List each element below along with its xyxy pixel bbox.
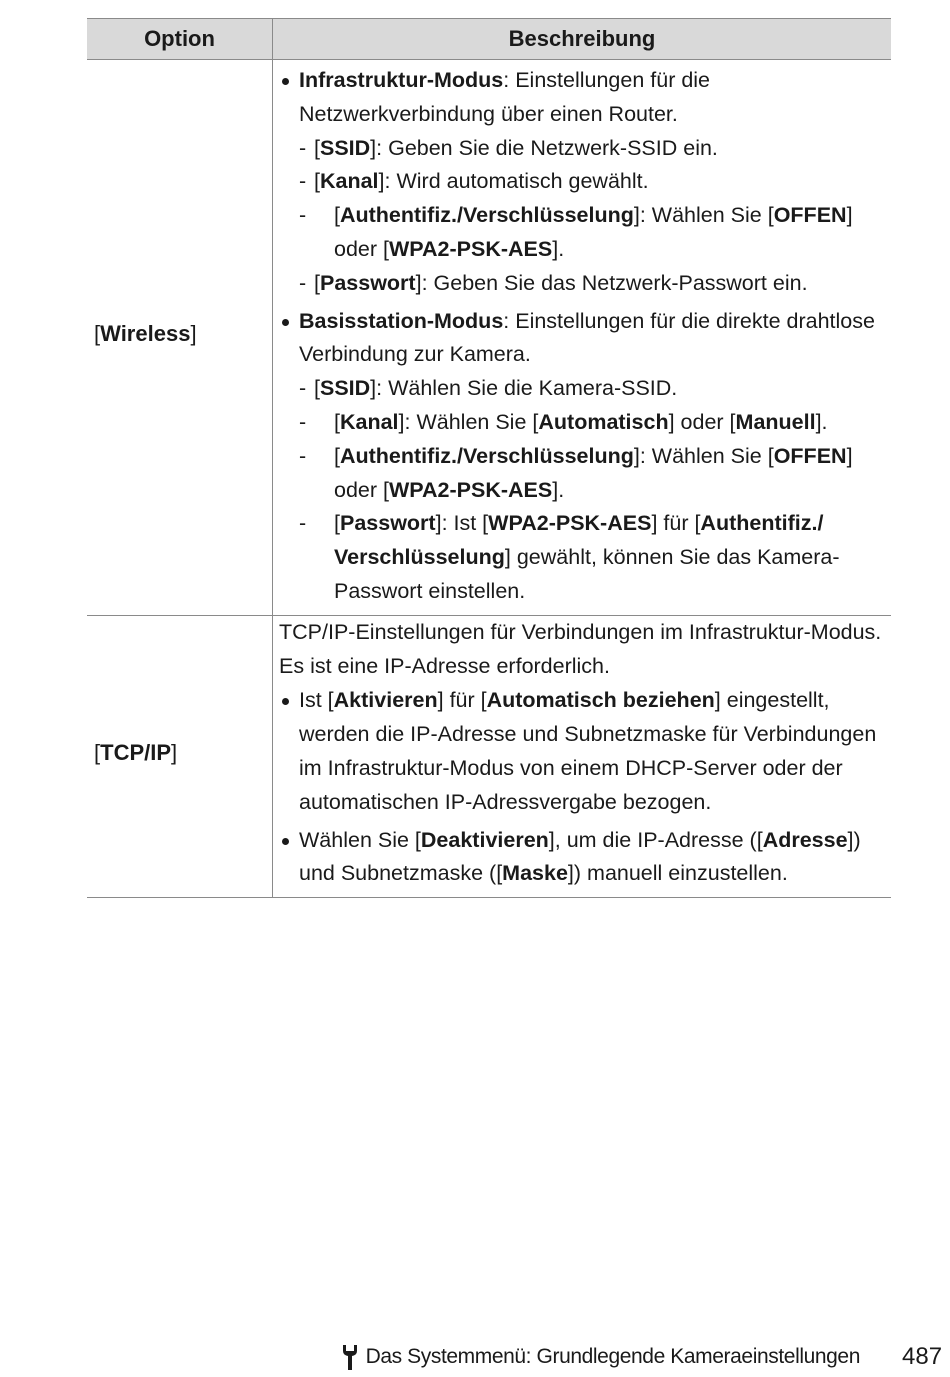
bold-term: Passwort xyxy=(339,511,436,536)
text-segment: ]. xyxy=(552,236,565,261)
text-segment: ] für [ xyxy=(651,511,701,536)
dash-marker: - xyxy=(299,203,307,228)
text-segment: ] eingestellt, werden die IP-Adresse und Subnetzmaske für Verbindungen im Infrastruktur-Modus von einem DHCP-Server oder der automatischen IP-Adressvergabe bezogen. xyxy=(299,688,877,814)
bold-term: Kanal xyxy=(319,169,379,194)
dash-marker: - xyxy=(299,135,307,160)
sub-item-base-kanal xyxy=(299,406,885,440)
text-segment: ] oder [ xyxy=(668,409,736,434)
bold-term: SSID xyxy=(319,135,371,160)
table-row xyxy=(87,615,891,897)
bold-term: Adresse xyxy=(762,827,848,852)
text-segment: ]. xyxy=(815,409,828,434)
page-footer xyxy=(340,1341,860,1373)
bold-term: Manuell xyxy=(735,409,816,434)
wrench-icon xyxy=(340,1343,360,1371)
dash-marker: - xyxy=(299,270,307,295)
bullet-infrastructure-mode: Infrastruktur-Modus: Einstellungen für die Netzwerkverbindung über einen Router. xyxy=(279,64,885,132)
text-segment: ]: Wählen Sie die Kamera-SSID. xyxy=(370,376,678,401)
option-name: TCP/IP xyxy=(100,740,172,766)
dash-marker: - xyxy=(299,443,307,468)
text-segment: ]: Geben Sie das Netzwerk-Passwort ein. xyxy=(415,270,808,295)
text-segment: ] gewählt, können Sie das Kamera-Passwort einstellen. xyxy=(334,545,840,603)
text-segment: [ xyxy=(334,203,340,228)
text-segment: ]) manuell einzustellen. xyxy=(567,861,788,886)
dash-marker: - xyxy=(299,169,307,194)
bold-term: Deaktivieren xyxy=(420,827,549,852)
text-segment: ]: Wählen Sie [ xyxy=(633,443,774,468)
bold-term: SSID xyxy=(319,376,371,401)
option-cell-wireless: [Wireless] xyxy=(87,60,273,616)
bold-term: Passwort xyxy=(319,270,416,295)
description-cell-wireless xyxy=(273,60,892,616)
bold-term: WPA2-PSK-AES xyxy=(488,511,652,536)
text-segment: ] oder [ xyxy=(334,203,853,261)
bold-term: OFFEN xyxy=(773,443,847,468)
bold-term: WPA2-PSK-AES xyxy=(388,236,553,261)
bold-term: OFFEN xyxy=(773,203,847,228)
text-segment: [ xyxy=(334,409,340,434)
text-segment: ], um die IP-Adresse ([ xyxy=(548,827,763,852)
text-segment: [ xyxy=(334,443,340,468)
text-segment: ]: Geben Sie die Netzwerk-SSID ein. xyxy=(370,135,718,160)
bold-term: Authentifiz./Verschlüsselung xyxy=(339,203,634,228)
text-segment: ]: Wird automatisch gewählt. xyxy=(378,169,649,194)
bold-term: Maske xyxy=(502,861,568,886)
sub-item-base-passwort xyxy=(299,507,885,608)
text-segment: ]) und Subnetzmaske ([ xyxy=(299,827,861,886)
bold-term: Kanal xyxy=(339,409,399,434)
bold-term: Authentifiz./ Verschlüsselung xyxy=(334,511,824,570)
text-segment: [ xyxy=(314,169,320,194)
bold-term: Automatisch xyxy=(538,409,669,434)
bold-term: WPA2-PSK-AES xyxy=(388,477,553,502)
dash-marker: - xyxy=(299,376,307,401)
bullet-basestation-mode: Basisstation-Modus: Einstellungen für die direkte drahtlose Verbindung zur Kamera. xyxy=(279,305,885,373)
text-segment: [ xyxy=(314,135,320,160)
text-segment: [ xyxy=(314,270,320,295)
sub-item-base-auth xyxy=(299,440,885,508)
settings-table xyxy=(87,18,891,898)
header-description: Beschreibung xyxy=(273,19,892,60)
tcpip-intro: TCP/IP-Einstellungen für Verbindungen im Infrastruktur-Modus. Es ist eine IP-Adresse erforderlich. xyxy=(279,619,882,678)
bold-term: Authentifiz./Verschlüsselung xyxy=(339,443,634,468)
dash-marker: - xyxy=(299,511,307,536)
text-segment: ]. xyxy=(552,477,565,502)
page-number: 487 xyxy=(902,1343,943,1370)
text-segment: Ist [ xyxy=(299,688,334,713)
description-cell-tcpip xyxy=(273,615,892,897)
bold-term: Automatisch beziehen xyxy=(486,688,715,713)
bullet-tcpip-activate xyxy=(279,684,885,819)
text-segment: [ xyxy=(334,511,340,536)
bold-term: Aktivieren xyxy=(333,688,438,713)
bullet-tcpip-deactivate xyxy=(279,824,885,892)
table-header-row xyxy=(87,19,891,60)
dash-marker: - xyxy=(299,409,307,434)
sub-item-infra-auth xyxy=(299,199,885,267)
text-segment: ] oder [ xyxy=(334,443,853,502)
table-row xyxy=(87,60,891,616)
footer-section-title: Das Systemmenü: Grundlegende Kameraeinstellungen xyxy=(365,1345,860,1368)
text-segment: [ xyxy=(314,376,320,401)
sub-item-infra-passwort xyxy=(299,267,885,301)
text-segment: ] für [ xyxy=(437,688,487,713)
text-segment: ]: Ist [ xyxy=(435,511,489,536)
header-option: Option xyxy=(87,19,273,60)
sub-item-infra-kanal xyxy=(299,165,885,199)
option-name: Wireless xyxy=(100,321,191,347)
sub-item-base-ssid xyxy=(299,372,885,406)
option-cell-tcpip: [TCP/IP] xyxy=(87,615,273,897)
text-segment: ]: Wählen Sie [ xyxy=(398,409,539,434)
text-segment: Wählen Sie [ xyxy=(299,827,421,852)
text-segment: ]: Wählen Sie [ xyxy=(633,203,774,228)
sub-item-infra-ssid xyxy=(299,132,885,166)
